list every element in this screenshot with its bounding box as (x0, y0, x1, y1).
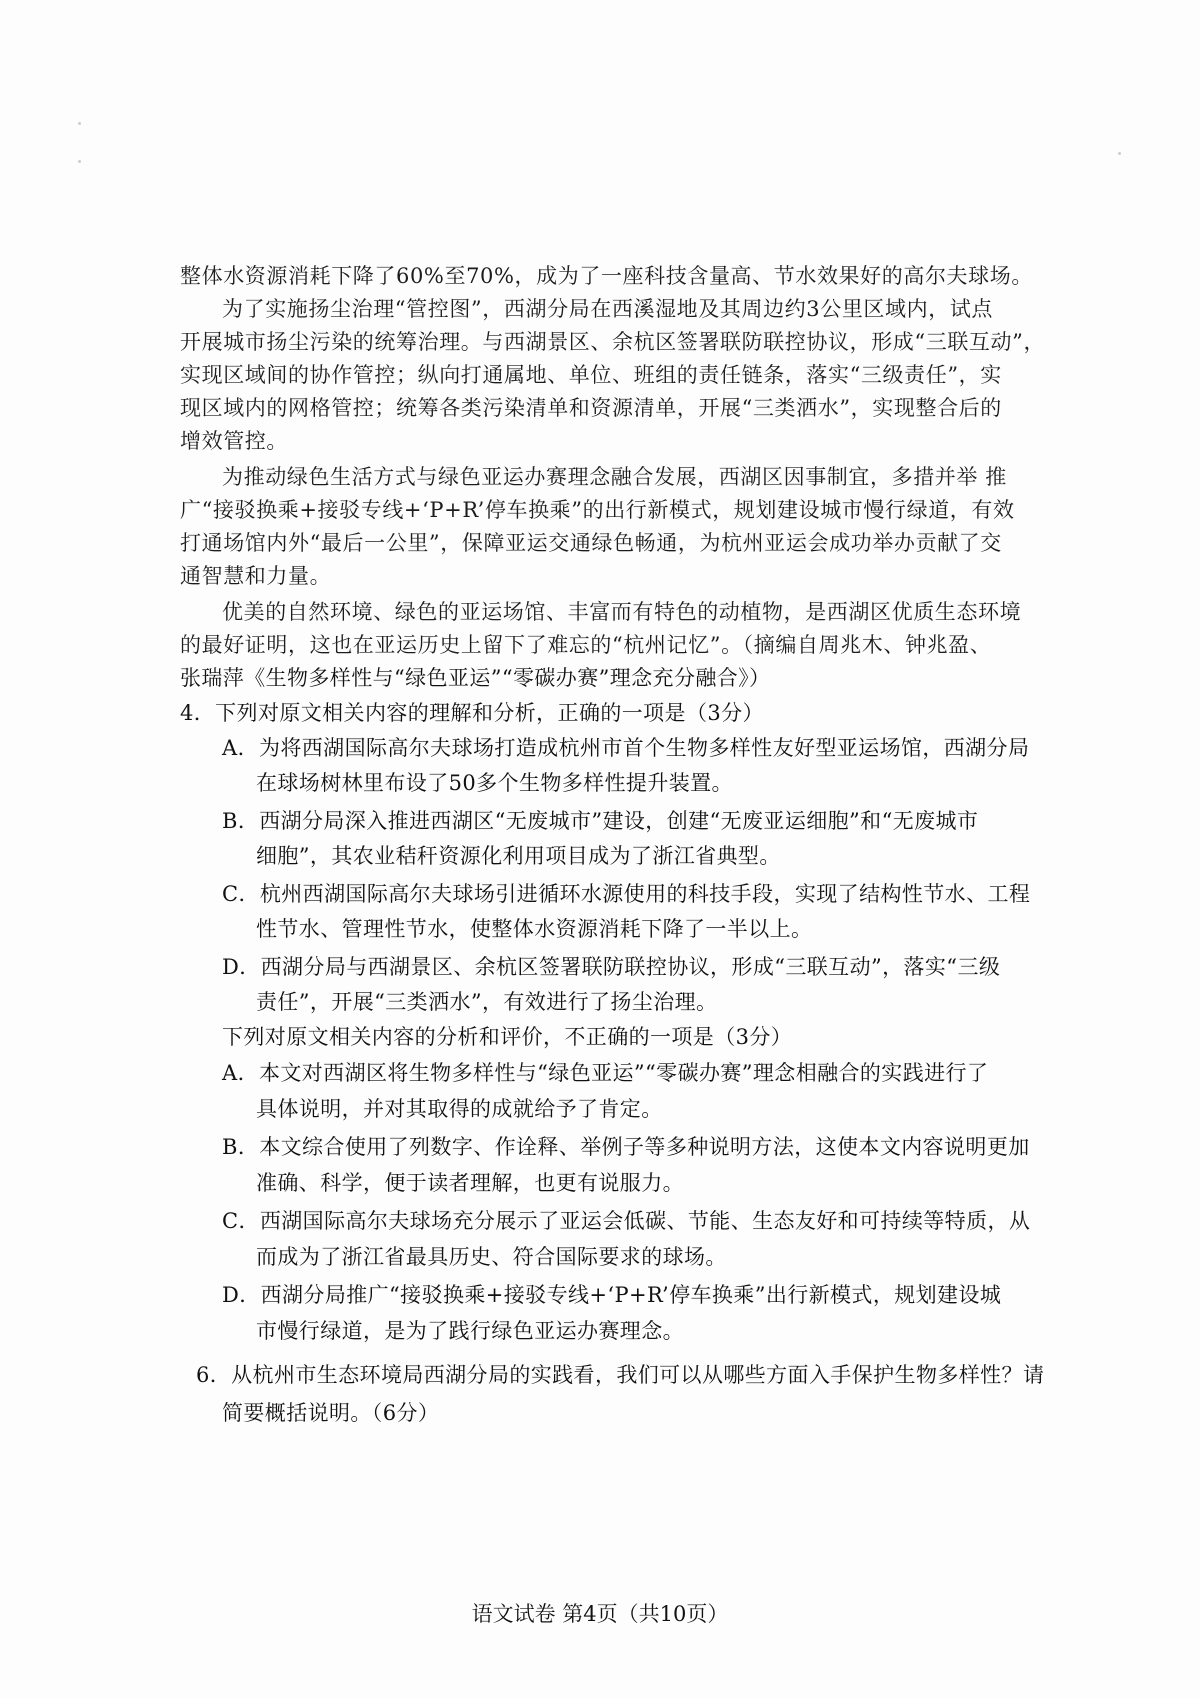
passage-line: 为推动绿色生活方式与绿色亚运办赛理念融合发展，西湖区因事制宜，多措并举 推 (222, 465, 1007, 489)
passage-line: 现区域内的网格管控；统筹各类污染清单和资源清单，开展“三类洒水”，实现整合后的 (180, 396, 1002, 420)
question-5-option-c-cont: 而成为了浙江省最具历史、符合国际要求的球场。 (256, 1245, 727, 1269)
passage-line: 为了实施扬尘治理“管控图”，西湖分局在西溪湿地及其周边约3公里区域内，试点 (222, 297, 994, 321)
passage-line: 增效管控。 (180, 429, 288, 453)
question-4-option-c: C．杭州西湖国际高尔夫球场引进循环水源使用的科技手段，实现了结构性节水、工程 (222, 882, 1031, 906)
question-6-stem: 6．从杭州市生态环境局西湖分局的实践看，我们可以从哪些方面入手保护生物多样性？请 (196, 1363, 1045, 1387)
question-5-option-b: B．本文综合使用了列数字、作诠释、举例子等多种说明方法，这使本文内容说明更加 (222, 1135, 1030, 1159)
question-4-option-c-cont: 性节水、管理性节水，使整体水资源消耗下降了一半以上。 (256, 917, 813, 941)
passage-line: 开展城市扬尘污染的统筹治理。与西湖景区、余杭区签署联防联控协议，形成“三联互动”， (180, 330, 1046, 354)
passage-line: 广“接驳换乘+接驳专线+‘P+R’停车换乘”的出行新模式，规划建设城市慢行绿道，有效 (180, 498, 1015, 522)
question-4-option-d: D．西湖分局与西湖景区、余杭区签署联防联控协议，形成“三联互动”，落实“三级 (222, 955, 1001, 979)
page-footer: 语文试卷 第4页（共10页） (471, 1602, 729, 1626)
question-5-option-b-cont: 准确、科学，便于读者理解，也更有说服力。 (256, 1171, 684, 1195)
passage-line: 通智慧和力量。 (180, 564, 332, 588)
question-4-option-b: B．西湖分局深入推进西湖区“无废城市”建设，创建“无废亚运细胞”和“无废城市 (222, 809, 979, 833)
passage-line: 实现区域间的协作管控；纵向打通属地、单位、班组的责任链条，落实“三级责任”，实 (180, 363, 1002, 387)
question-4-option-d-cont: 责任”，开展“三类洒水”，有效进行了扬尘治理。 (256, 990, 718, 1014)
question-5-option-a-cont: 具体说明，并对其取得的成就给予了肯定。 (256, 1097, 663, 1121)
question-5-stem: 下列对原文相关内容的分析和评价，不正确的一项是（3分） (222, 1025, 793, 1049)
question-4-option-a: A．为将西湖国际高尔夫球场打造成杭州市首个生物多样性友好型亚运场馆，西湖分局 (222, 736, 1030, 760)
question-5-option-d: D．西湖分局推广“接驳换乘+接驳专线+‘P+R’停车换乘”出行新模式，规划建设城 (222, 1283, 1002, 1307)
scan-speck (78, 122, 81, 125)
passage-source: 张瑞萍《生物多样性与“绿色亚运”“零碳办赛”理念充分融合》） (180, 666, 771, 690)
question-6-stem-cont: 简要概括说明。（6分） (222, 1401, 440, 1425)
question-5-option-a: A．本文对西湖区将生物多样性与“绿色亚运”“零碳办赛”理念相融合的实践进行了 (222, 1061, 989, 1085)
question-5-option-d-cont: 市慢行绿道，是为了践行绿色亚运办赛理念。 (256, 1319, 684, 1343)
question-4-stem: 4．下列对原文相关内容的理解和分析，正确的一项是（3分） (180, 701, 764, 725)
passage-line: 整体水资源消耗下降了60%至70%，成为了一座科技含量高、节水效果好的高尔夫球场。 (180, 264, 1033, 288)
passage-line: 的最好证明，这也在亚运历史上留下了难忘的“杭州记忆”。（摘编自周兆木、钟兆盈、 (180, 633, 992, 657)
passage-line: 打通场馆内外“最后一公里”，保障亚运交通绿色畅通，为杭州亚运会成功举办贡献了交 (180, 531, 1002, 555)
question-5-option-c: C．西湖国际高尔夫球场充分展示了亚运会低碳、节能、生态友好和可持续等特质，从 (222, 1209, 1031, 1233)
scan-speck (78, 160, 81, 163)
scan-speck (1118, 152, 1121, 155)
question-4-option-a-cont: 在球场树林里布设了50多个生物多样性提升装置。 (256, 771, 733, 795)
question-4-option-b-cont: 细胞”，其农业秸秆资源化利用项目成为了浙江省典型。 (256, 844, 781, 868)
passage-line: 优美的自然环境、绿色的亚运场馆、丰富而有特色的动植物，是西湖区优质生态环境 (222, 600, 1022, 624)
